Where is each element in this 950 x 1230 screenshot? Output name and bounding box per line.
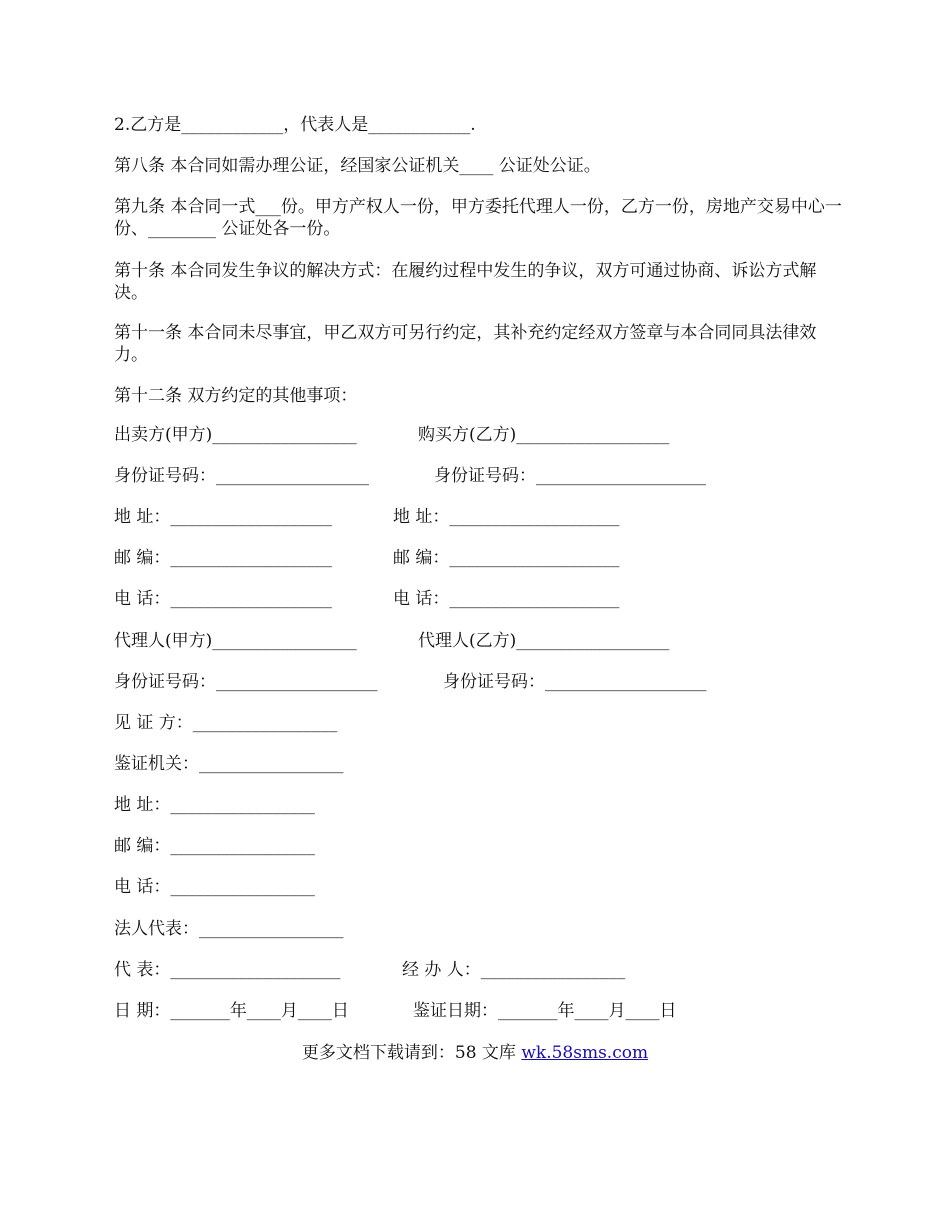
clause-party-b: 2.乙方是____________，代表人是____________. [114,115,476,135]
agent-a-id-line: 身份证号码：___________________ [114,672,378,692]
footer-text: 更多文档下载请到：58 文库 [301,1043,522,1063]
seller-id-line: 身份证号码：__________________ [114,466,369,486]
seller-address-line: 地 址：___________________ [114,507,332,527]
buyer-zip-line: 邮 编：____________________ [393,548,620,568]
clause-9: 第九条 本合同一式___份。甲方产权人一份，甲方委托代理人一份，乙方一份，房地产交易中心一份、________ 公证处各一份。 [114,197,842,239]
agent-b-line: 代理人(乙方)__________________ [418,631,670,651]
clause-12: 第十二条 双方约定的其他事项： [114,386,358,406]
witness-line: 见 证 方：_________________ [114,713,338,733]
agent-a-line: 代理人(甲方)_________________ [114,631,357,651]
buyer-line: 购买方(乙方)__________________ [418,425,670,445]
authority-phone-line: 电 话：_________________ [114,877,315,897]
buyer-address-line: 地 址：____________________ [393,507,620,527]
footer-link[interactable]: wk.58sms.com [521,1043,649,1063]
buyer-id-line: 身份证号码：____________________ [434,466,706,486]
agent-b-id-line: 身份证号码：___________________ [443,672,707,692]
clause-10: 第十条 本合同发生争议的解决方式：在履约过程中发生的争议，双方可通过协商、诉讼方式解决。 [114,261,817,303]
seller-line: 出卖方(甲方)_________________ [114,425,357,445]
date-line: 日 期：_______年____月____日 [114,1001,349,1021]
legal-rep-line: 法人代表：_________________ [114,919,344,939]
handler-line: 经 办 人：_________________ [402,960,626,980]
seller-zip-line: 邮 编：___________________ [114,548,332,568]
authority-zip-line: 邮 编：_________________ [114,836,315,856]
seller-phone-line: 电 话：___________________ [114,589,332,609]
authority-line: 鉴证机关：_________________ [114,754,344,774]
footer [0,1042,950,1064]
clause-11: 第十一条 本合同未尽事宜，甲乙双方可另行约定，其补充约定经双方签章与本合同同具法律效力。 [114,323,817,365]
representative-line: 代 表：____________________ [114,960,341,980]
buyer-phone-line: 电 话：____________________ [393,589,620,609]
authentication-date-line: 鉴证日期：_______年____月____日 [413,1001,677,1021]
authority-address-line: 地 址：_________________ [114,795,315,815]
clause-8: 第八条 本合同如需办理公证，经国家公证机关____ 公证处公证。 [114,156,601,176]
